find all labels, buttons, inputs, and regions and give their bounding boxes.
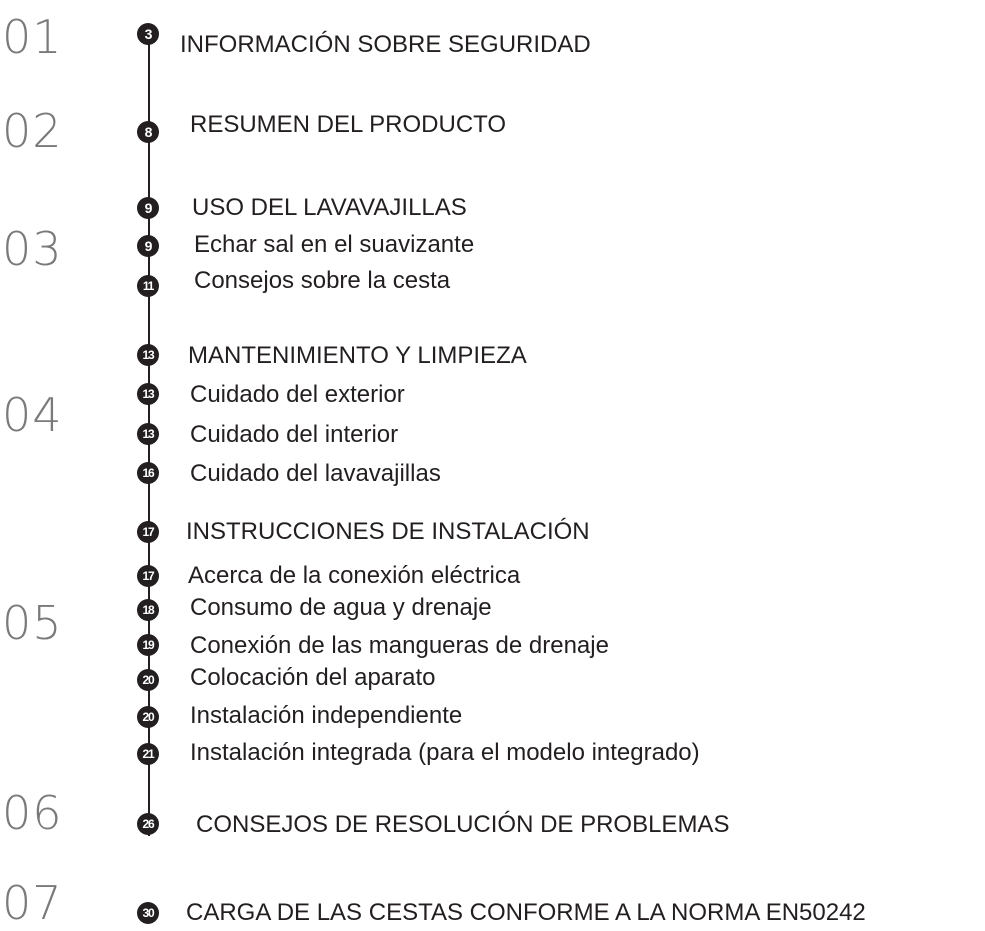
page-badge: 13: [137, 344, 159, 366]
page-badge: 9: [137, 235, 159, 257]
toc-entry[interactable]: Echar sal en el suavizante: [194, 231, 475, 258]
page-badge: 26: [137, 813, 159, 835]
page-badge: 18: [137, 599, 159, 621]
page-badge: 11: [137, 275, 159, 297]
toc-entry[interactable]: Conexión de las mangueras de drenaje: [190, 632, 609, 659]
toc-entry[interactable]: Consumo de agua y drenaje: [190, 594, 492, 621]
section-number-06: 06: [2, 786, 63, 840]
page-badge: 8: [137, 121, 159, 143]
section-number-05: 05: [2, 596, 63, 650]
toc-entry[interactable]: Cuidado del exterior: [190, 381, 405, 408]
section-number-01: 01: [2, 10, 63, 64]
toc-entry[interactable]: Acerca de la conexión eléctrica: [188, 562, 521, 589]
page-badge: 13: [137, 423, 159, 445]
page-badge: 21: [137, 743, 159, 765]
page-badge: 17: [137, 521, 159, 543]
toc-entry[interactable]: INSTRUCCIONES DE INSTALACIÓN: [186, 518, 590, 545]
toc-entry[interactable]: Colocación del aparato: [190, 664, 436, 691]
toc-entry[interactable]: CONSEJOS DE RESOLUCIÓN DE PROBLEMAS: [196, 811, 730, 838]
page-badge: 17: [137, 565, 159, 587]
toc-entry[interactable]: Instalación independiente: [190, 702, 463, 729]
toc-entry[interactable]: CARGA DE LAS CESTAS CONFORME A LA NORMA EN50242: [186, 899, 866, 926]
toc-entry[interactable]: MANTENIMIENTO Y LIMPIEZA: [188, 342, 527, 369]
page-badge: 13: [137, 383, 159, 405]
toc-entry[interactable]: USO DEL LAVAVAJILLAS: [192, 194, 467, 221]
page-badge: 16: [137, 462, 159, 484]
section-number-03: 03: [2, 222, 63, 276]
page-badge: 20: [137, 669, 159, 691]
page-badge: 20: [137, 706, 159, 728]
toc-entry[interactable]: INFORMACIÓN SOBRE SEGURIDAD: [180, 31, 591, 58]
toc-entry[interactable]: Cuidado del interior: [190, 421, 399, 448]
page-badge: 30: [137, 902, 159, 924]
page-badge: 9: [137, 197, 159, 219]
toc-entry[interactable]: Instalación integrada (para el modelo integrado): [190, 739, 700, 766]
toc-entry[interactable]: Consejos sobre la cesta: [194, 267, 451, 294]
section-number-02: 02: [2, 104, 63, 158]
toc-entry[interactable]: Cuidado del lavavajillas: [190, 460, 441, 487]
page-badge: 3: [137, 23, 159, 45]
toc-entry[interactable]: RESUMEN DEL PRODUCTO: [190, 111, 507, 138]
section-number-04: 04: [2, 388, 63, 442]
section-number-07: 07: [2, 876, 63, 930]
page-badge: 19: [137, 634, 159, 656]
